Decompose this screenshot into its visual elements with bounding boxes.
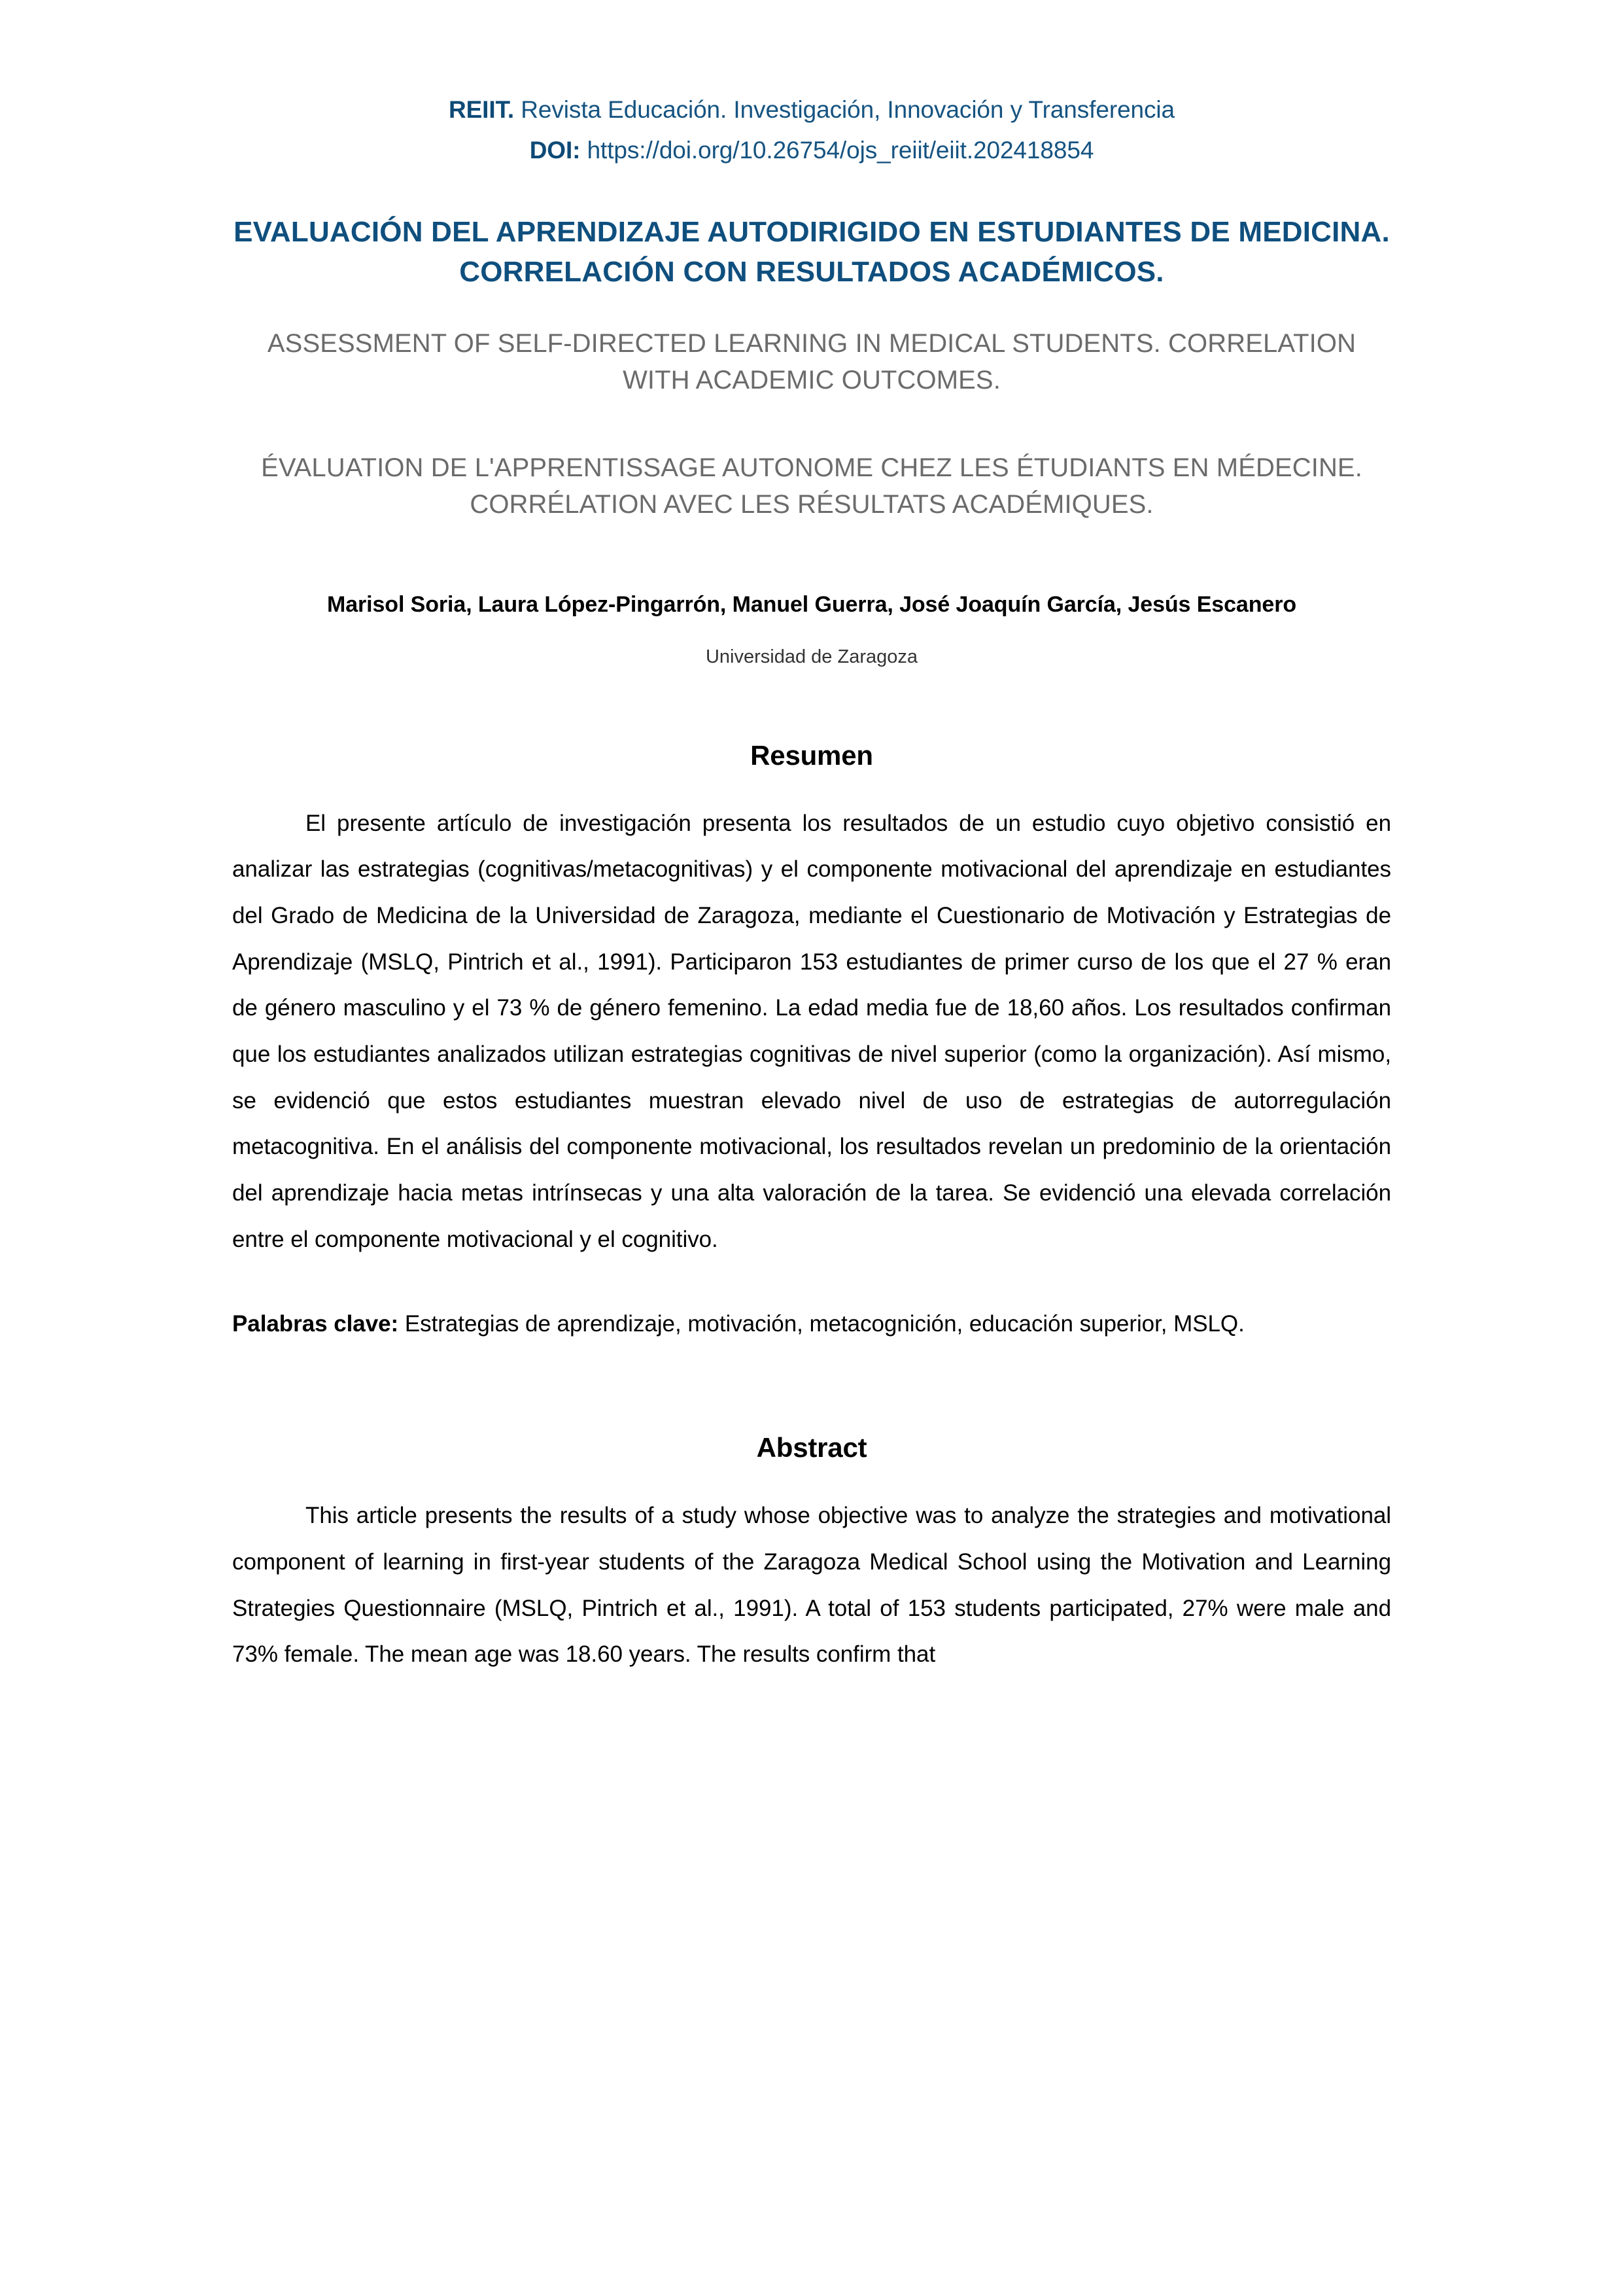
keywords-value: Estrategias de aprendizaje, motivación, metacognición, educación superior, MSLQ.: [404, 1310, 1245, 1337]
journal-abbreviation: REIIT.: [448, 96, 515, 123]
journal-header: [232, 92, 1391, 128]
section-heading-resumen: Resumen: [750, 739, 873, 771]
journal-name: Revista Educación. Investigación, Innovación y Transferencia: [521, 96, 1175, 123]
keywords-label: Palabras clave:: [232, 1310, 399, 1337]
page-title-french: ÉVALUATION DE L'APPRENTISSAGE AUTONOME CHEZ LES ÉTUDIANTS EN MÉDECINE. CORRÉLATION AVEC LES RÉSULTATS ACADÉMIQUES.: [261, 453, 1362, 519]
doi-line: [232, 137, 1391, 164]
section-heading-abstract: Abstract: [756, 1432, 867, 1463]
keywords-block: [232, 1301, 1391, 1348]
author-list: Marisol Soria, Laura López-Pingarrón, Manuel Guerra, José Joaquín García, Jesús Escanero: [326, 591, 1296, 617]
doi-link[interactable]: https://doi.org/10.26754/ojs_reiit/eiit.202418854: [587, 137, 1094, 164]
page-title-english: ASSESSMENT OF SELF-DIRECTED LEARNING IN MEDICAL STUDENTS. CORRELATION WITH ACADEMIC OUTCOMES.: [267, 328, 1356, 394]
abstract-paragraph: This article presents the results of a study whose objective was to analyze the strategies and motivational component of learning in first-year students of the Zaragoza Medical School using the Motivation and Learning Strategies Questionnaire (MSLQ, Pintrich et al., 1991). A total of 153 students participated, 27% were male and 73% female. The mean age was 18.60 years. The results confirm that: [232, 1503, 1391, 1668]
resumen-paragraph: El presente artículo de investigación presenta los resultados de un estudio cuyo objetivo consistió en analizar las estrategias (cognitivas/metacognitivas) y el componente motivacional del aprendizaje en estudiantes del Grado de Medicina de la Universidad de Zaragoza, mediante el Cuestionario de Motivación y Estrategias de Aprendizaje (MSLQ, Pintrich et al., 1991). Participaron 153 estudiantes de primer curso de los que el 27 % eran de género masculino y el 73 % de género femenino. La edad media fue de 18,60 años. Los resultados confirman que los estudiantes analizados utilizan estrategias cognitivas de nivel superior (como la organización). Así mismo, se evidenció que estos estudiantes muestran elevado nivel de uso de estrategias de autorregulación metacognitiva. En el análisis del componente motivacional, los resultados revelan un predominio de la orientación del aprendizaje hacia metas intrínsecas y una alta valoración de la tarea. Se evidenció una elevada correlación entre el componente motivacional y el cognitivo.: [232, 810, 1391, 1252]
page-title-spanish: EVALUACIÓN DEL APRENDIZAJE AUTODIRIGIDO EN ESTUDIANTES DE MEDICINA. CORRELACIÓN CON RESULTADOS ACADÉMICOS.: [233, 216, 1390, 288]
author-affiliation: Universidad de Zaragoza: [705, 646, 918, 667]
content-column: [232, 0, 1391, 1678]
doi-label: DOI:: [529, 137, 581, 164]
